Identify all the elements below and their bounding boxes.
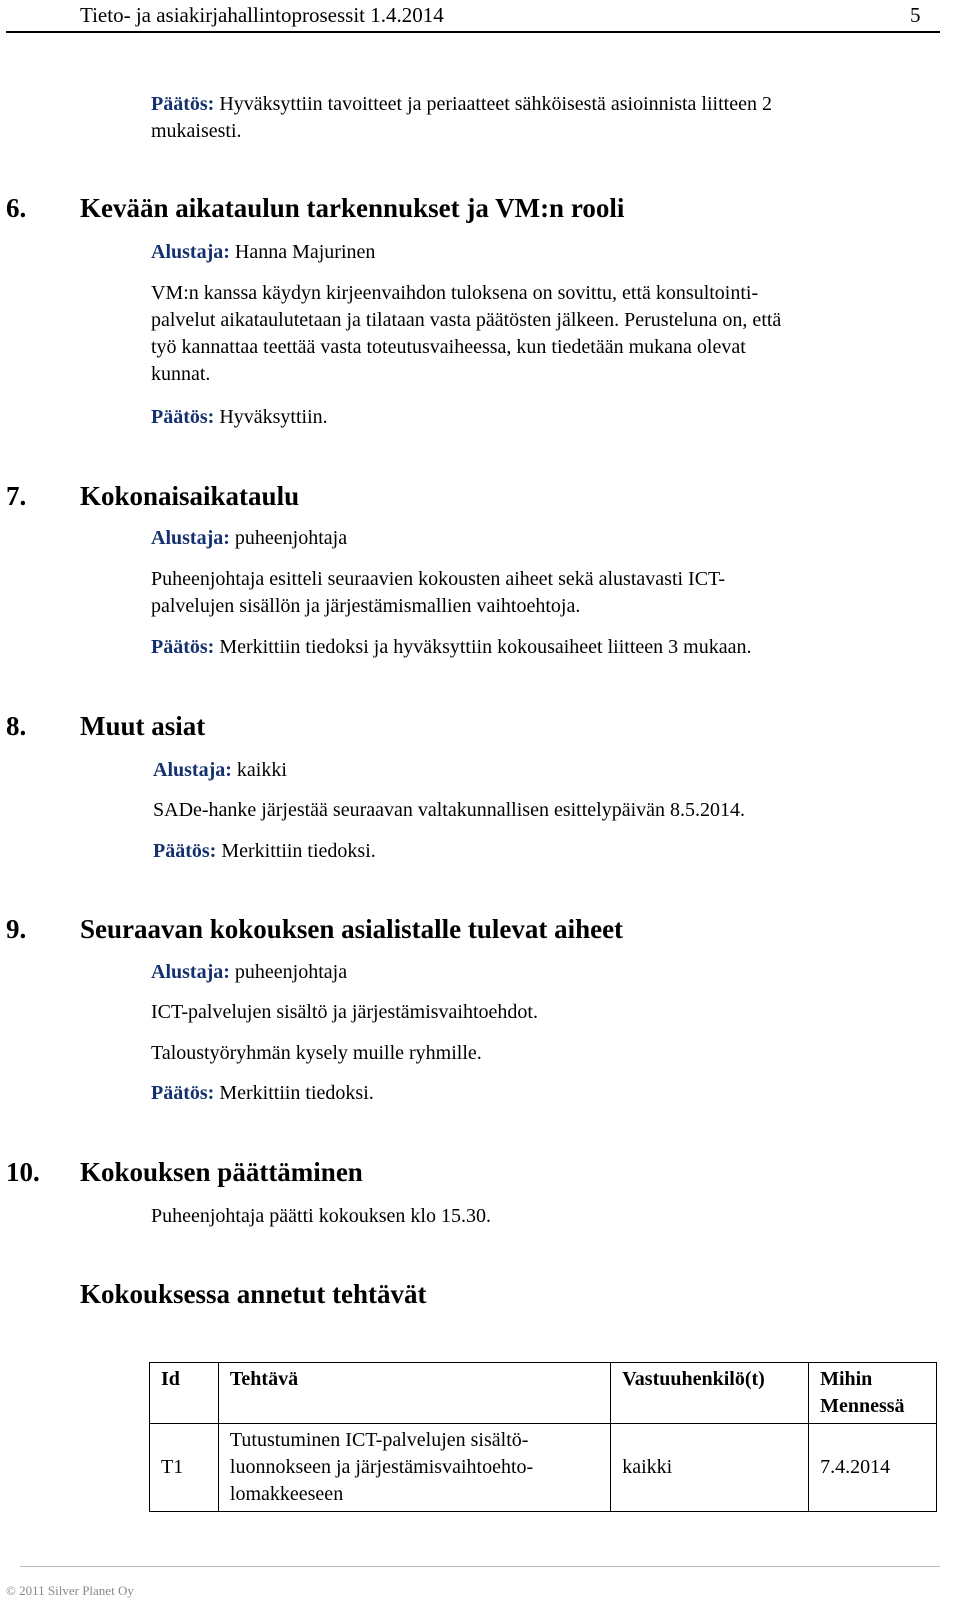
cell-id: T1 <box>150 1424 219 1512</box>
body-line: palvelut aikataulutetaan ja tilataan vasta päätösten jälkeen. Perusteluna on, että <box>151 309 782 331</box>
section-number: 7. <box>6 481 27 511</box>
decision-text: Hyväksyttiin tavoitteet ja periaatteet sähköisestä asioinnista liitteen 2 <box>214 93 772 115</box>
column-header-task: Tehtävä <box>218 1363 610 1424</box>
tasks-heading: Kokouksessa annetut tehtävät <box>80 1279 427 1309</box>
section-title: Kevään aikataulun tarkennukset ja VM:n rooli <box>80 193 625 223</box>
presenter-label: Alustaja: <box>151 527 230 549</box>
section-title: Muut asiat <box>80 711 206 741</box>
body-line: työ kannattaa teettää vasta toteutusvaiheessa, kun tiedetään mukana olevat <box>151 336 746 358</box>
column-header-due: Mihin Mennessä <box>809 1363 937 1424</box>
section-body <box>151 566 725 620</box>
tasks-table <box>149 1362 937 1512</box>
section-decision <box>153 838 376 865</box>
decision-text: Merkittiin tiedoksi ja hyväksyttiin kokousaiheet liitteen 3 mukaan. <box>214 636 752 658</box>
footer-copyright: © 2011 Silver Planet Oy <box>6 1583 134 1598</box>
presenter-label: Alustaja: <box>151 241 230 263</box>
section-number: 8. <box>6 711 27 741</box>
page-number: 5 <box>910 3 921 27</box>
column-header-id: Id <box>150 1363 219 1424</box>
cell-task: Tutustuminen ICT-palvelujen sisältö-luonnokseen ja järjestämisvaihtoehto-lomakkeeseen <box>218 1424 610 1512</box>
section-number: 9. <box>6 914 27 944</box>
section-decision <box>151 1080 374 1107</box>
decision-label: Päätös: <box>151 1082 215 1104</box>
decision-text: Merkittiin tiedoksi. <box>214 1082 374 1104</box>
section-decision <box>151 404 328 431</box>
table-header-row <box>150 1363 937 1424</box>
cell-responsible: kaikki <box>611 1424 809 1512</box>
section-decision <box>151 634 751 661</box>
presenter-name: Hanna Majurinen <box>229 241 376 263</box>
decision-label: Päätös: <box>151 93 215 115</box>
presenter-name: puheenjohtaja <box>229 527 348 549</box>
presenter-label: Alustaja: <box>153 759 232 781</box>
section-title: Seuraavan kokouksen asialistalle tulevat aiheet <box>80 914 624 944</box>
section-presenter <box>151 525 347 552</box>
presenter-name: puheenjohtaja <box>229 961 348 983</box>
body-line: SADe-hanke järjestää seuraavan valtakunnallisen esittelypäivän 8.5.2014. <box>153 799 746 821</box>
body-line: VM:n kanssa käydyn kirjeenvaihdon tuloksena on sovittu, että konsultointi- <box>151 282 759 304</box>
decision-label: Päätös: <box>153 840 217 862</box>
table-row <box>150 1424 937 1512</box>
document-header-title: Tieto- ja asiakirjahallintoprosessit 1.4.2014 <box>80 3 444 27</box>
decision-label: Päätös: <box>151 406 215 428</box>
section-body-line: Taloustyöryhmän kysely muille ryhmille. <box>151 1042 482 1064</box>
footer-rule <box>20 1566 940 1567</box>
section-number: 6. <box>6 193 27 223</box>
presenter-name: kaikki <box>231 759 287 781</box>
body-line: palvelujen sisällön ja järjestämismallien vaihtoehtoja. <box>151 595 581 617</box>
section-body <box>153 797 745 824</box>
section-title: Kokonaisaikataulu <box>80 481 300 511</box>
section-presenter <box>151 239 375 266</box>
section-body-line: ICT-palvelujen sisältö ja järjestämisvaihtoehdot. <box>151 1001 538 1023</box>
column-header-responsible: Vastuuhenkilö(t) <box>611 1363 809 1424</box>
header-rule <box>6 31 940 33</box>
section-body-line: Puheenjohtaja päätti kokouksen klo 15.30. <box>151 1205 491 1227</box>
section-presenter <box>151 959 347 986</box>
decision-label: Päätös: <box>151 636 215 658</box>
section-presenter <box>153 757 287 784</box>
intro-decision <box>151 91 772 145</box>
decision-text: Merkittiin tiedoksi. <box>216 840 376 862</box>
cell-due: 7.4.2014 <box>809 1424 937 1512</box>
section-body <box>151 280 781 388</box>
section-number: 10. <box>6 1157 40 1187</box>
section-title: Kokouksen päättäminen <box>80 1157 363 1187</box>
decision-text-continued: mukaisesti. <box>151 120 242 142</box>
decision-text: Hyväksyttiin. <box>214 406 328 428</box>
body-line: kunnat. <box>151 363 211 385</box>
presenter-label: Alustaja: <box>151 961 230 983</box>
body-line: Puheenjohtaja esitteli seuraavien kokousten aiheet sekä alustavasti ICT- <box>151 568 726 590</box>
